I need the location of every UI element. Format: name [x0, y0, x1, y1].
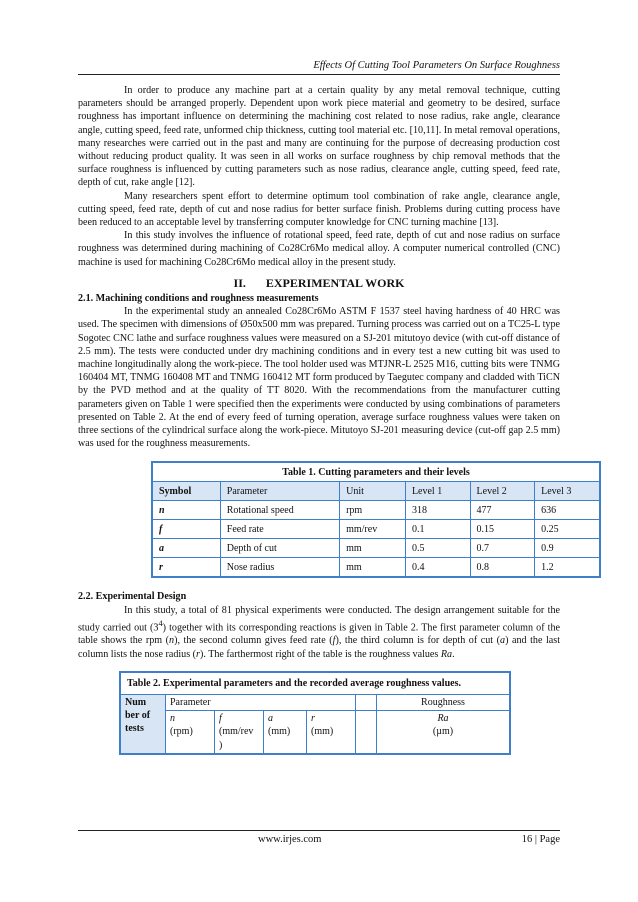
intro-paragraph-2: Many researchers spent effort to determine optimum tool combination of rake angle, clearance angle, cutting speed, feed rate, depth of cut and nose radius for better surface finish. Problems during cutting process have been reduced to an acceptable level by transferring computer knowledge for CNC turning machine [13].: [78, 190, 560, 229]
table-1-cell: Nose radius: [220, 558, 339, 578]
table-1-cell: mm/rev: [340, 520, 406, 539]
table-2-number-header: Num ber of tests: [120, 695, 166, 754]
table-1-cell: Depth of cut: [220, 539, 339, 558]
table-1-cell: mm: [340, 558, 406, 578]
section-heading: [78, 277, 560, 290]
table-row: [152, 520, 600, 539]
table-1-cell: 0.5: [405, 539, 470, 558]
intro-paragraph-3: In this study involves the influence of rotational speed, feed rate, depth of cut and nose radius on surface roughness was determined during machining of Co28Cr6Mo medical alloy. A computer numerical controlled (CNC) machine is used for machining Co28Cr6Mo medical alloy in the present study.: [78, 230, 560, 268]
table-1-header-row: [152, 482, 600, 501]
table-1: [151, 461, 601, 578]
header-rule: [78, 74, 560, 75]
running-header: Effects Of Cutting Tool Parameters On Surface Roughness: [313, 60, 560, 71]
table-1-symbol: n: [152, 501, 220, 520]
table-1-symbol: f: [152, 520, 220, 539]
table-1-cell: 0.4: [405, 558, 470, 578]
table-1-cell: 0.15: [470, 520, 535, 539]
footer-rule: [78, 830, 560, 831]
subsection-heading-2-1: 2.1. Machining conditions and roughness measurements: [78, 293, 319, 305]
table-1-header-cell: Symbol: [152, 482, 220, 501]
table-1-header-cell: Parameter: [220, 482, 339, 501]
table-1-cell: 318: [405, 501, 470, 520]
table-1-cell: Rotational speed: [220, 501, 339, 520]
table-2-spacer: [356, 711, 377, 754]
section-title: EXPERIMENTAL WORK: [265, 275, 405, 290]
table-1-symbol: r: [152, 558, 220, 578]
table-2-caption: Table 2. Experimental parameters and the recorded average roughness values.: [120, 672, 510, 695]
table-1-cell: 477: [470, 501, 535, 520]
table-1-cell: rpm: [340, 501, 406, 520]
table-row: [152, 501, 600, 520]
table-row: [152, 539, 600, 558]
table-2: [119, 671, 511, 755]
subsection-2-2-paragraph: In this study, a total of 81 physical experiments were conducted. The design arrangement suitable for the study carried out $(3^4)$ together with its corresponding reactions is given in Table 2. The first parameter column of the table shows the rpm (n), the second column gives feed rate (f), the third column is for depth of cut (a) and the last column lists the nose radius (r). The farthermost right of the table is the roughness values Ra.: [78, 604, 561, 660]
subsection-heading-2-2: 2.2. Experimental Design: [78, 591, 187, 603]
table-1-header-cell: Level 1: [405, 482, 470, 501]
table-1-cell: 636: [535, 501, 600, 520]
page-number: 16 | Page: [521, 834, 560, 845]
table-1-cell: 0.25: [535, 520, 600, 539]
table-1-cell: 0.1: [405, 520, 470, 539]
table-1-cell: 0.7: [470, 539, 535, 558]
table-2-spacer: [356, 695, 377, 711]
section-number: II.: [233, 275, 246, 290]
table-2-col-ra: Ra (µm): [377, 711, 511, 754]
table-2-roughness-header: Roughness: [377, 695, 511, 711]
subsection-2-1-paragraph: In the experimental study an annealed Co28Cr6Mo ASTM F 1537 steel having hardness of 40 HRC was used. The specimen with dimensions of Ø50x500 mm was prepared. Turning process was carried out on a TC25-L type Sogotec CNC lathe and surface roughness values were measured on a SJ-201 mitutoyo device (with cut-off distance of 2.5 mm). The tests were conducted under dry machining conditions and in every test a new cutting bit was used to machine longitudinally along the work-piece. The tool holder used was MTJNR-L 2525 M16, cutting bits were TNMG 160404 MT, TNMG 160408 MT and TNMG 160412 MT form produced by Taegutec company and cladded with TiCN by the PVD method and at the quality of TT 8020. With the recommendations from the manufacturer cutting parameters given on Table 1 were specified then the experiments were conducted by using combinations of parameters presented on Table 2. At the end of every feed of turning operation, average surface roughness values were taken on three sections of the cylindrical surface along the work-piece. Mitutoyo SJ-201 measuring device (cut-off gap 2.5 mm) was used for the roughness measurements.: [78, 306, 560, 450]
table-2-parameter-header: Parameter: [166, 695, 356, 711]
table-1-cell: 0.8: [470, 558, 535, 578]
table-1-symbol: a: [152, 539, 220, 558]
table-2-col-a: a (mm): [264, 711, 307, 754]
table-1-header-cell: Level 3: [535, 482, 600, 501]
table-2-col-f: f (mm/rev ): [215, 711, 264, 754]
table-2-col-n: n (rpm): [166, 711, 215, 754]
footer-url: www.irjes.com: [258, 834, 322, 845]
table-2-subheader-row: [120, 711, 510, 754]
table-2-col-r: r (mm): [307, 711, 356, 754]
body-content: [78, 84, 572, 755]
table-row: [152, 558, 600, 578]
table-1-caption: Table 1. Cutting parameters and their levels: [152, 462, 600, 482]
table-1-header-cell: Level 2: [470, 482, 535, 501]
intro-paragraph-1: In order to produce any machine part at a certain quality by any metal removal technique, cutting parameters should be arranged properly. Dependent upon work piece material and geometry to be desired, surface roughness has important influence on determining the machining cost related to nose radius, rake angle, clearance angle, cutting speed, feed rate, unformed chip thickness, cutting tool material etc. [10,11]. In metal removal operations, many researches were carried out in the past and many are continuing for the purpose of decreasing production cost without reducing product quality. It was seen in all works on surface roughness by chip removal methods that the surface roughness is influenced by cutting parameters such as nose radius, clearance angle, cutting speed, feed rate, depth of cut, rake angle [12].: [78, 85, 560, 189]
table-1-cell: 0.9: [535, 539, 600, 558]
table-1-header-cell: Unit: [340, 482, 406, 501]
table-1-cell: 1.2: [535, 558, 600, 578]
table-1-cell: mm: [340, 539, 406, 558]
table-1-cell: Feed rate: [220, 520, 339, 539]
table-2-header-row: [120, 695, 510, 711]
